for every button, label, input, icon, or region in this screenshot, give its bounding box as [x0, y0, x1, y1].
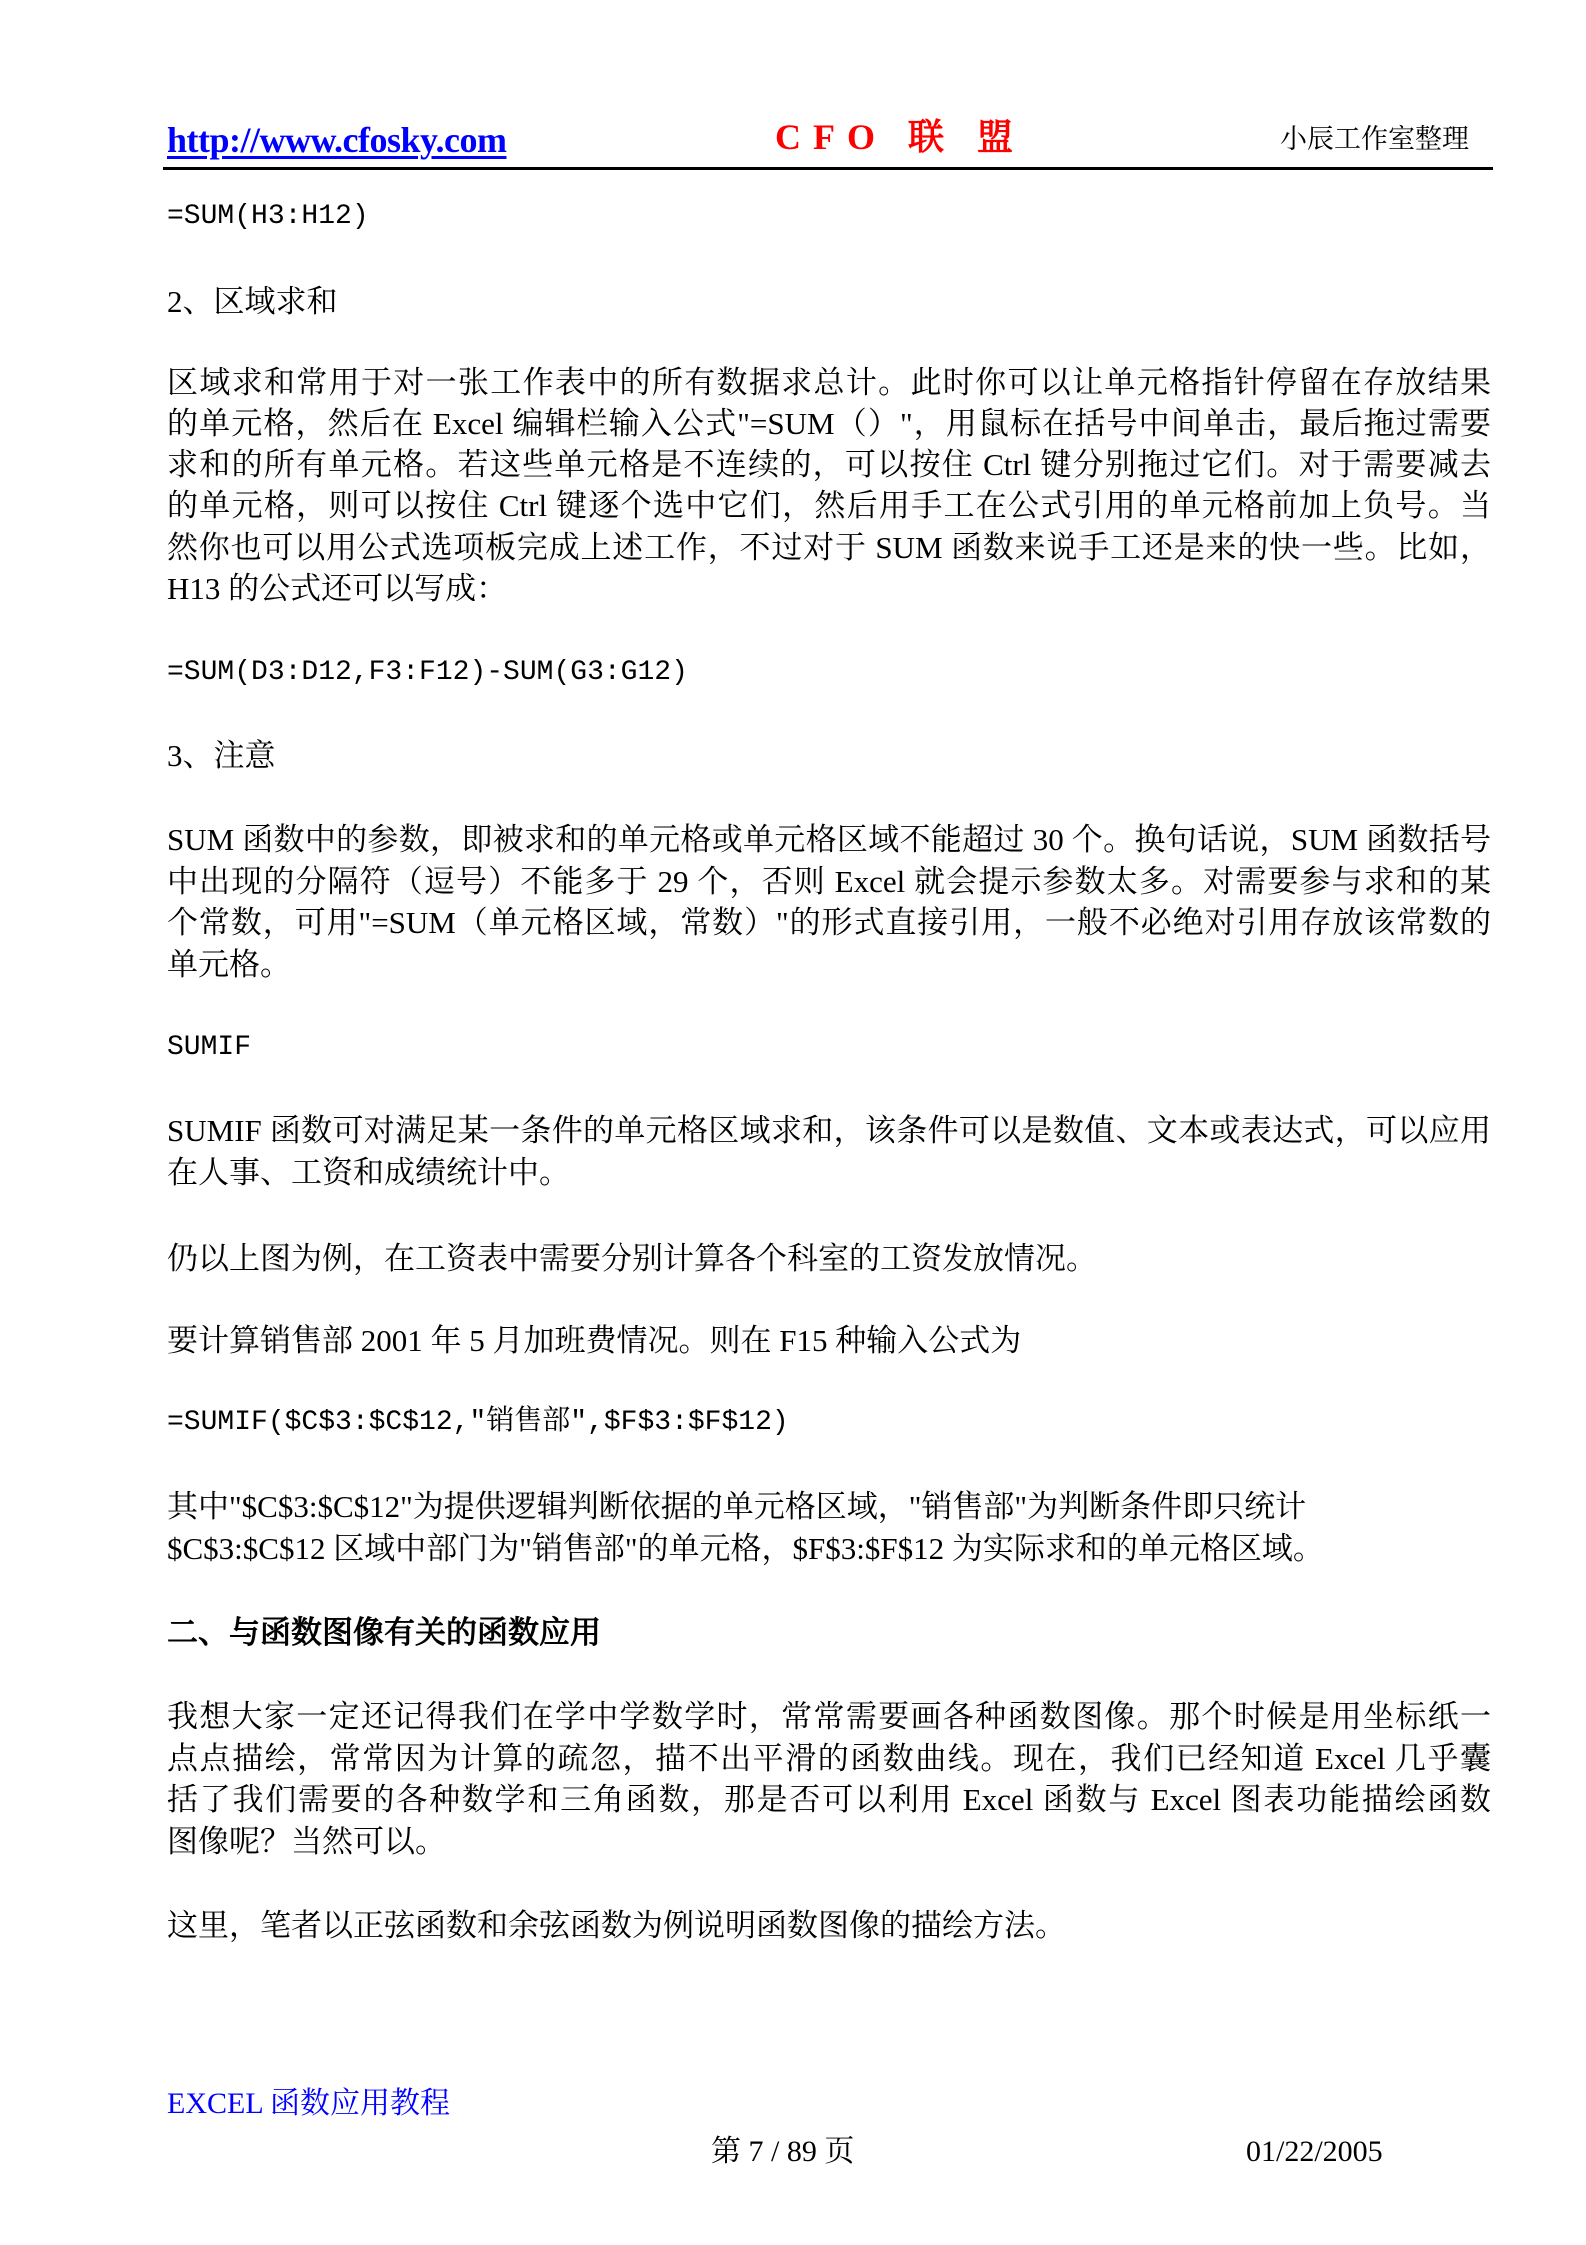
paragraph-line: 然你也可以用公式选项板完成上述工作，不过对于 SUM 函数来说手工还是来的快一些。比如， — [167, 530, 1491, 565]
paragraph-line: 要计算销售部 2001 年 5 月加班费情况。则在 F15 种输入公式为 — [167, 1323, 1022, 1358]
header-studio-credit: 小辰工作室整理 — [1280, 124, 1469, 155]
paragraph-line: 其中"$C$3:$C$12"为提供逻辑判断依据的单元格区域，"销售部"为判断条件即只统计 — [167, 1489, 1307, 1524]
paragraph-line: 点点描绘，常常因为计算的疏忽，描不出平滑的函数曲线。现在，我们已经知道 Excel 几乎囊 — [167, 1741, 1491, 1776]
section-3-heading: 3、注意 — [167, 738, 276, 773]
chapter-2-heading: 二、与函数图像有关的函数应用 — [167, 1615, 601, 1651]
footer-document-title: EXCEL 函数应用教程 — [167, 2087, 451, 2120]
paragraph-line: 我想大家一定还记得我们在学中学数学时，常常需要画各种函数图像。那个时候是用坐标纸一 — [167, 1699, 1491, 1734]
paragraph-line: 的单元格，然后在 Excel 编辑栏输入公式"=SUM（）"，用鼠标在括号中间单击，最后拖过需要 — [167, 406, 1491, 441]
paragraph-line: 求和的所有单元格。若这些单元格是不连续的，可以按住 Ctrl 键分别拖过它们。对于需要减去 — [167, 447, 1491, 482]
paragraph-line: 的单元格，则可以按住 Ctrl 键逐个选中它们，然后用手工在公式引用的单元格前加上负号。当 — [167, 488, 1491, 523]
paragraph-line: 在人事、工资和成绩统计中。 — [167, 1155, 570, 1190]
paragraph-line: H13 的公式还可以写成： — [167, 571, 508, 606]
formula-sum-region: =SUM(D3:D12,F3:F12)-SUM(G3:G12) — [167, 657, 688, 688]
paragraph-line: 仍以上图为例，在工资表中需要分别计算各个科室的工资发放情况。 — [167, 1241, 1097, 1276]
header-brand-title: CFO 联 盟 — [775, 117, 1025, 157]
paragraph-line: SUMIF 函数可对满足某一条件的单元格区域求和，该条件可以是数值、文本或表达式，可以应用 — [167, 1113, 1491, 1148]
paragraph-line: 这里，笔者以正弦函数和余弦函数为例说明函数图像的描绘方法。 — [167, 1908, 1066, 1943]
footer-page-number: 第 7 / 89 页 — [711, 2135, 855, 2168]
formula-sum-column: =SUM(H3:H12) — [167, 201, 369, 232]
paragraph-line: $C$3:$C$12 区域中部门为"销售部"的单元格，$F$3:$F$12 为实际求和的单元格区域。 — [167, 1531, 1324, 1566]
paragraph-line: 区域求和常用于对一张工作表中的所有数据求总计。此时你可以让单元格指针停留在存放结果 — [167, 365, 1491, 400]
footer-date: 01/22/2005 — [1246, 2135, 1383, 2168]
section-2-heading: 2、区域求和 — [167, 284, 338, 319]
paragraph-line: 括了我们需要的各种数学和三角函数，那是否可以利用 Excel 函数与 Excel 图表功能描绘函数 — [167, 1782, 1491, 1817]
sumif-heading: SUMIF — [167, 1032, 252, 1063]
paragraph-line: SUM 函数中的参数，即被求和的单元格或单元格区域不能超过 30 个。换句话说，SUM 函数括号 — [167, 822, 1491, 857]
paragraph-line: 图像呢？当然可以。 — [167, 1824, 446, 1859]
header-website-link[interactable]: http://www.cfosky.com — [167, 120, 507, 160]
paragraph-line: 单元格。 — [167, 947, 291, 982]
paragraph-line: 中出现的分隔符（逗号）不能多于 29 个，否则 Excel 就会提示参数太多。对需要参与求和的某 — [167, 864, 1491, 899]
header-divider — [163, 167, 1493, 170]
formula-sumif: =SUMIF($C$3:$C$12,"销售部",$F$3:$F$12) — [167, 1407, 789, 1438]
paragraph-line: 个常数，可用"=SUM（单元格区域，常数）"的形式直接引用，一般不必绝对引用存放该常数的 — [167, 905, 1491, 940]
